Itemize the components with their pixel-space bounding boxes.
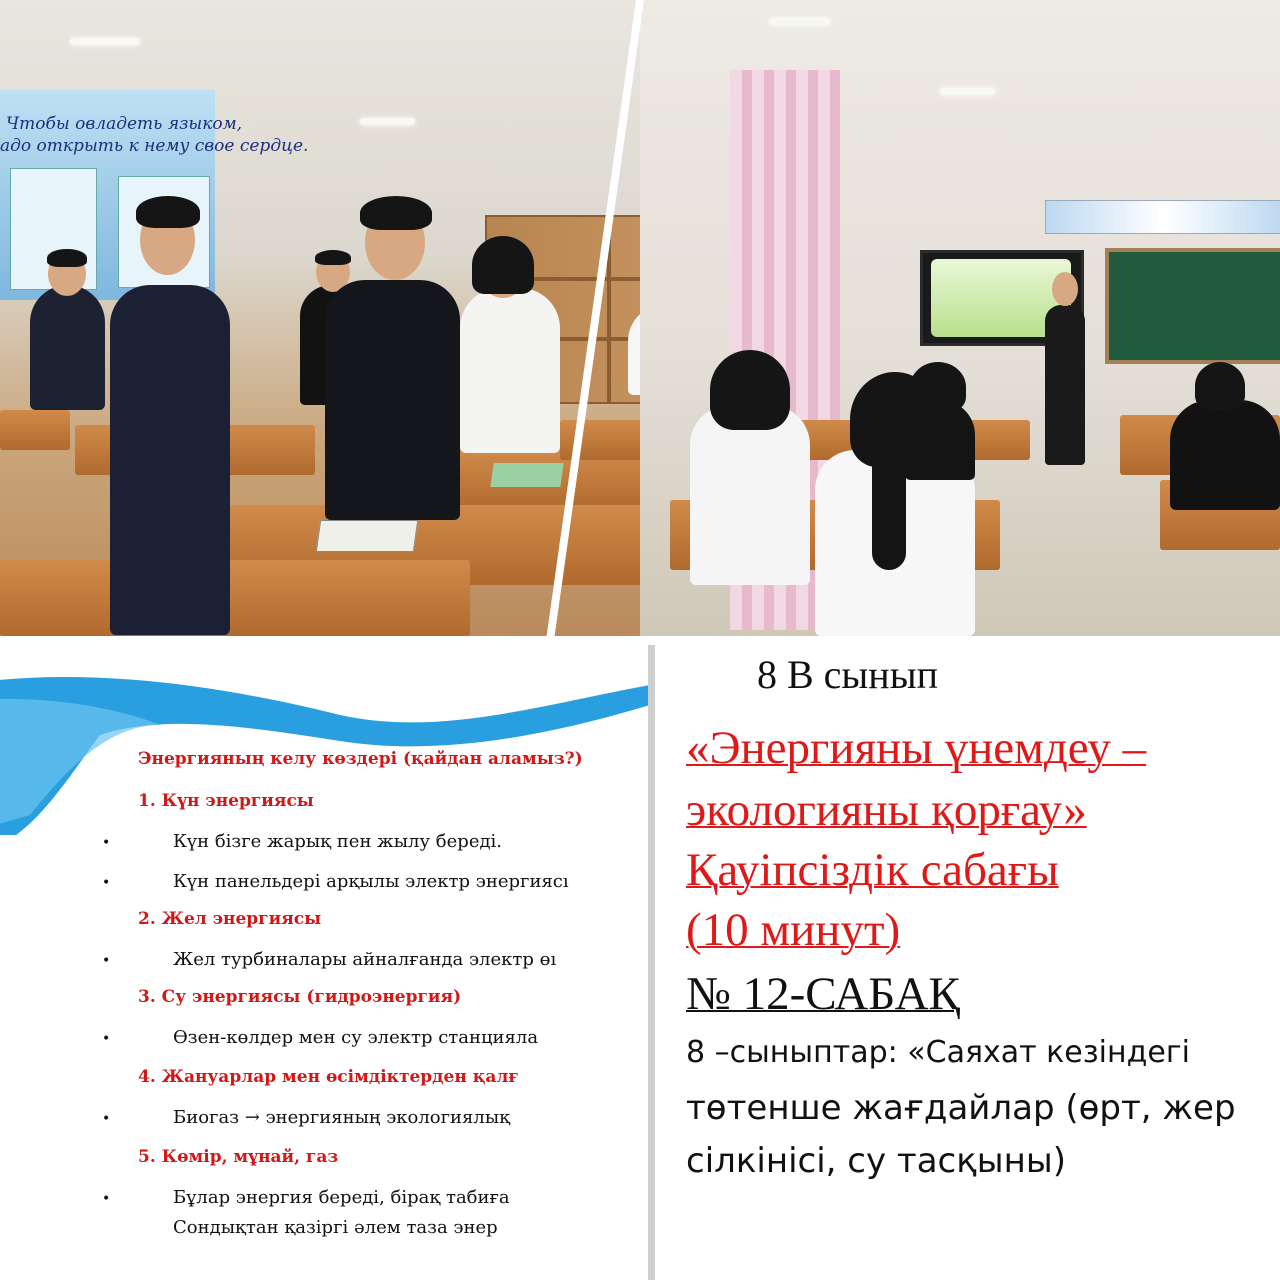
section-item: Сондықтан қазіргі әлем таза энер: [173, 1217, 498, 1238]
lesson-description: 8 –сыныптар: «Саяхат кезіндегі: [686, 1035, 1190, 1070]
ceiling-lamp: [770, 18, 830, 25]
section-title: 1. Күн энергиясы: [138, 791, 314, 811]
teacher: [1045, 305, 1085, 465]
section-title: 5. Көмір, мұнай, газ: [138, 1147, 339, 1167]
student: [905, 400, 975, 480]
ceiling-lamp: [70, 38, 140, 45]
section-item: Өзен-көлдер мен су электр станцияла: [173, 1027, 539, 1048]
lesson-description: төтенше жағдайлар (өрт, жер: [686, 1088, 1236, 1128]
student: [460, 288, 560, 453]
desk: [0, 410, 70, 450]
student: [690, 405, 810, 585]
student: [325, 280, 460, 520]
wall-banner: [1045, 200, 1280, 234]
bullet-icon: •: [102, 953, 111, 969]
classroom-photo-lesson: [640, 0, 1280, 636]
bullet-icon: •: [102, 1191, 111, 1207]
lesson-slide: [0, 645, 648, 1280]
section-item: Биогаз → энергияның экологиялық: [173, 1107, 511, 1128]
bullet-icon: •: [102, 835, 111, 851]
chalkboard: [1105, 248, 1280, 364]
bullet-icon: •: [102, 875, 111, 891]
student: [30, 285, 105, 410]
topic-title-line: «Энергияны үнемдеу –: [686, 722, 1147, 774]
divider: [0, 636, 1280, 645]
poster-text: Чтобы овладеть языком,: [6, 114, 243, 134]
section-title: 3. Су энергиясы (гидроэнергия): [138, 987, 462, 1007]
topic-title-line: экологияны қорғау»: [686, 784, 1087, 836]
class-label: 8 В сынып: [757, 652, 938, 697]
section-item: Жел турбиналары айналғанда электр өı: [173, 949, 557, 970]
bullet-icon: •: [102, 1111, 111, 1127]
lesson-number: № 12-САБАҚ: [686, 968, 960, 1020]
bullet-icon: •: [102, 1031, 111, 1047]
section-title: 4. Жануарлар мен өсімдіктерден қалғ: [138, 1067, 519, 1087]
slide-heading: Энергияның келу көздері (қайдан аламыз?): [138, 749, 583, 769]
section-item: Күн бізге жарық пен жылу береді.: [173, 831, 503, 852]
student: [110, 285, 230, 635]
section-item: Күн панельдері арқылы электр энергиясı: [173, 871, 569, 892]
desk: [0, 560, 470, 636]
safety-lesson-title: Қауіпсіздік сабағы: [686, 844, 1059, 896]
poster-text: адо открыть к нему свое сердце.: [0, 136, 309, 156]
section-item: Бұлар энергия береді, бірақ табиға: [173, 1187, 510, 1208]
student: [1170, 400, 1280, 510]
divider: [648, 645, 655, 1280]
lesson-duration: (10 минут): [686, 904, 901, 956]
section-title: 2. Жел энергиясы: [138, 909, 322, 929]
ceiling-lamp: [360, 118, 415, 125]
lesson-info: [655, 645, 1280, 1280]
ceiling-lamp: [940, 88, 995, 95]
lesson-description: сілкінісі, су тасқыны): [686, 1141, 1066, 1181]
